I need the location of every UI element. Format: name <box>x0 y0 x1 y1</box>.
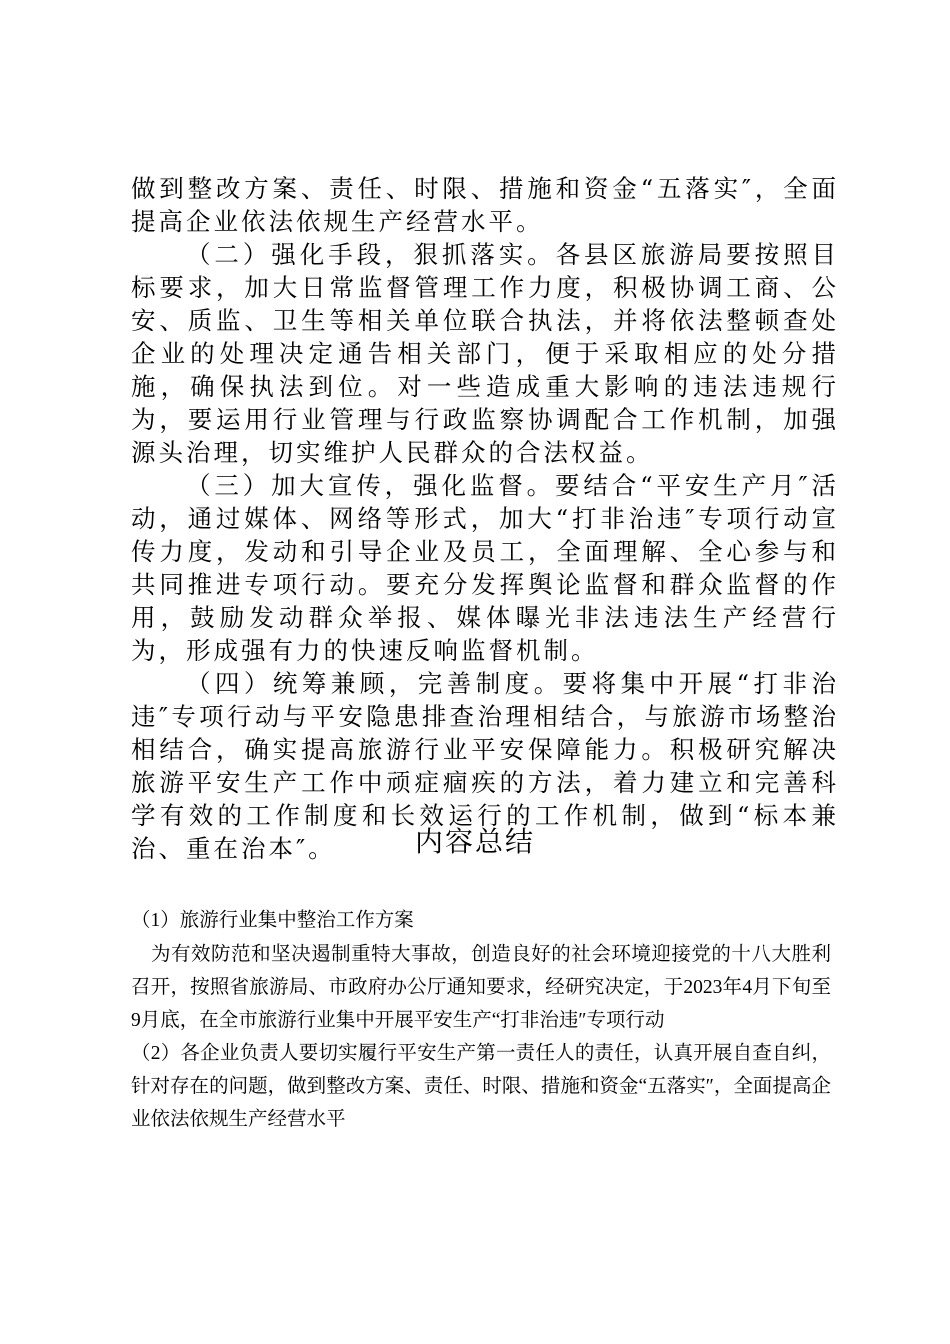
document-body <box>131 172 839 865</box>
paragraph-continuation: 做到整改方案、责任、时限、措施和资金“五落实″，全面提高企业依法依规生产经营水平。 <box>131 174 839 236</box>
summary-title: 内容总结 <box>414 825 535 858</box>
summary-item-2-text: （2）各企业负责人要切实履行平安生产第一责任人的责任，认真开展自查自纠，针对存在的问题，做到整改方案、责任、时限、措施和资金“五落实″，全面提高企业依法依规生产经营水平 <box>131 1043 831 1130</box>
paragraph-section-4: （四）统筹兼顾，完善制度。要将集中开展“打非治违″专项行动与平安隐患排查治理相结合，与旅游市场整治相结合，确实提高旅游行业平安保障能力。积极研究解决旅游平安生产工作中顽症痼疾的方法，着力建立和完善科学有效的工作制度和长效运行的工作机制，做到“标本兼治、重在治本″。 <box>131 669 839 863</box>
summary-item-1-text: 为有效防范和坚决遏制重特大事故，创造良好的社会环境迎接党的十八大胜利召开，按照省旅游局、市政府办公厅通知要求，经研究决定，于2023年4月下旬至9月底，在全市旅游行业集中开展平安生产“打非治违″专项行动 <box>131 944 831 1031</box>
paragraph-section-3: （三）加大宣传，强化监督。要结合“平安生产月″活动，通过媒体、网络等形式，加大“打非治违″专项行动宣传力度，发动和引导企业及员工，全面理解、全心参与和共同推进专项行动。要充分发挥舆论监督和群众监督的作用，鼓励发动群众举报、媒体曝光非法违法生产经营行为，形成强有力的快速反响监督机制。 <box>131 471 839 665</box>
summary-body <box>131 904 831 1136</box>
paragraph-section-2: （二）强化手段，狠抓落实。各县区旅游局要按照目标要求，加大日常监督管理工作力度，积极协调工商、公安、质监、卫生等相关单位联合执法，并将依法整顿查处企业的处理决定通告相关部门，便于采取相应的处分措施，确保执法到位。对一些造成重大影响的违法违规行为，要运用行业管理与行政监察协调配合工作机制，加强源头治理，切实维护人民群众的合法权益。 <box>131 240 839 467</box>
summary-item-1-heading: （1）旅游行业集中整治工作方案 <box>131 910 414 931</box>
